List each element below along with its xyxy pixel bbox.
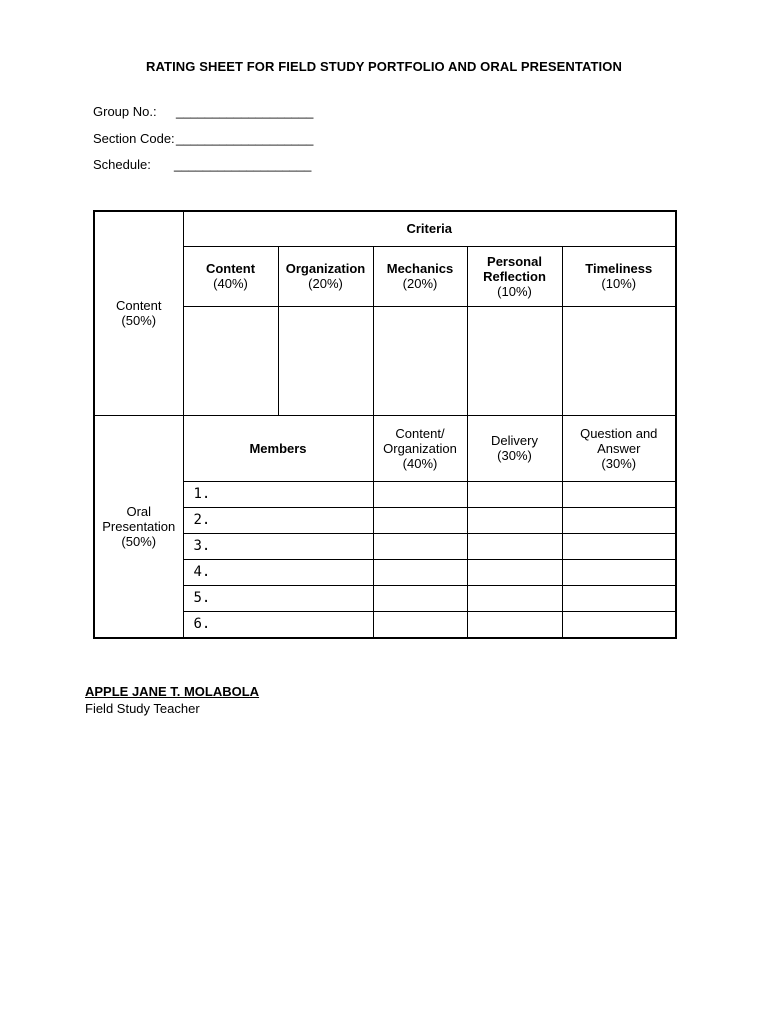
member-6-score-qa[interactable] [562,611,676,638]
member-1-score-content[interactable] [373,481,467,507]
members-header: Members [183,415,373,481]
score-cell-content[interactable] [183,306,278,415]
member-6-score-delivery[interactable] [467,611,562,638]
score-cell-organization[interactable] [278,306,373,415]
criterion-personal-reflection: Personal Reflection (10%) [467,246,562,306]
content-row-label: Content (50%) [94,211,183,415]
signatory-name: APPLE JANE T. MOLABOLA [85,684,260,699]
member-4-score-content[interactable] [373,559,467,585]
member-3-score-delivery[interactable] [467,533,562,559]
member-2-score-delivery[interactable] [467,507,562,533]
member-2-score-content[interactable] [373,507,467,533]
member-1-score-qa[interactable] [562,481,676,507]
criterion-timeliness: Timeliness (10%) [562,246,676,306]
group-number-field[interactable] [93,104,314,119]
schedule-field[interactable] [93,157,312,172]
section-code-label: Section Code: [93,131,175,146]
member-1-score-delivery[interactable] [467,481,562,507]
oral-criterion-content-organization: Content/ Organization (40%) [373,415,467,481]
criterion-mechanics: Mechanics (20%) [373,246,467,306]
member-row-5[interactable]: 5. [183,585,373,611]
member-6-score-content[interactable] [373,611,467,638]
criteria-header: Criteria [183,211,676,246]
schedule-label: Schedule: [93,157,151,172]
group-number-blank[interactable]: ___________________ [176,104,314,119]
group-number-label: Group No.: [93,104,157,119]
rating-table [93,210,677,639]
schedule-blank[interactable]: ___________________ [174,157,312,172]
member-3-score-qa[interactable] [562,533,676,559]
document-title: RATING SHEET FOR FIELD STUDY PORTFOLIO AND ORAL PRESENTATION [146,59,622,74]
score-cell-mechanics[interactable] [373,306,467,415]
member-row-2[interactable]: 2. [183,507,373,533]
member-5-score-content[interactable] [373,585,467,611]
section-code-blank[interactable]: ___________________ [176,131,314,146]
score-cell-timeliness[interactable] [562,306,676,415]
member-4-score-delivery[interactable] [467,559,562,585]
member-row-1[interactable]: 1. [183,481,373,507]
oral-criterion-delivery: Delivery (30%) [467,415,562,481]
oral-presentation-row-label: Oral Presentation (50%) [94,415,183,638]
member-row-3[interactable]: 3. [183,533,373,559]
member-4-score-qa[interactable] [562,559,676,585]
oral-criterion-question-answer: Question and Answer (30%) [562,415,676,481]
member-5-score-qa[interactable] [562,585,676,611]
signatory-role: Field Study Teacher [85,701,200,716]
member-3-score-content[interactable] [373,533,467,559]
member-row-6[interactable]: 6. [183,611,373,638]
member-5-score-delivery[interactable] [467,585,562,611]
section-code-field[interactable] [93,131,314,146]
criterion-organization: Organization (20%) [278,246,373,306]
member-row-4[interactable]: 4. [183,559,373,585]
score-cell-personal-reflection[interactable] [467,306,562,415]
member-2-score-qa[interactable] [562,507,676,533]
criterion-content: Content (40%) [183,246,278,306]
